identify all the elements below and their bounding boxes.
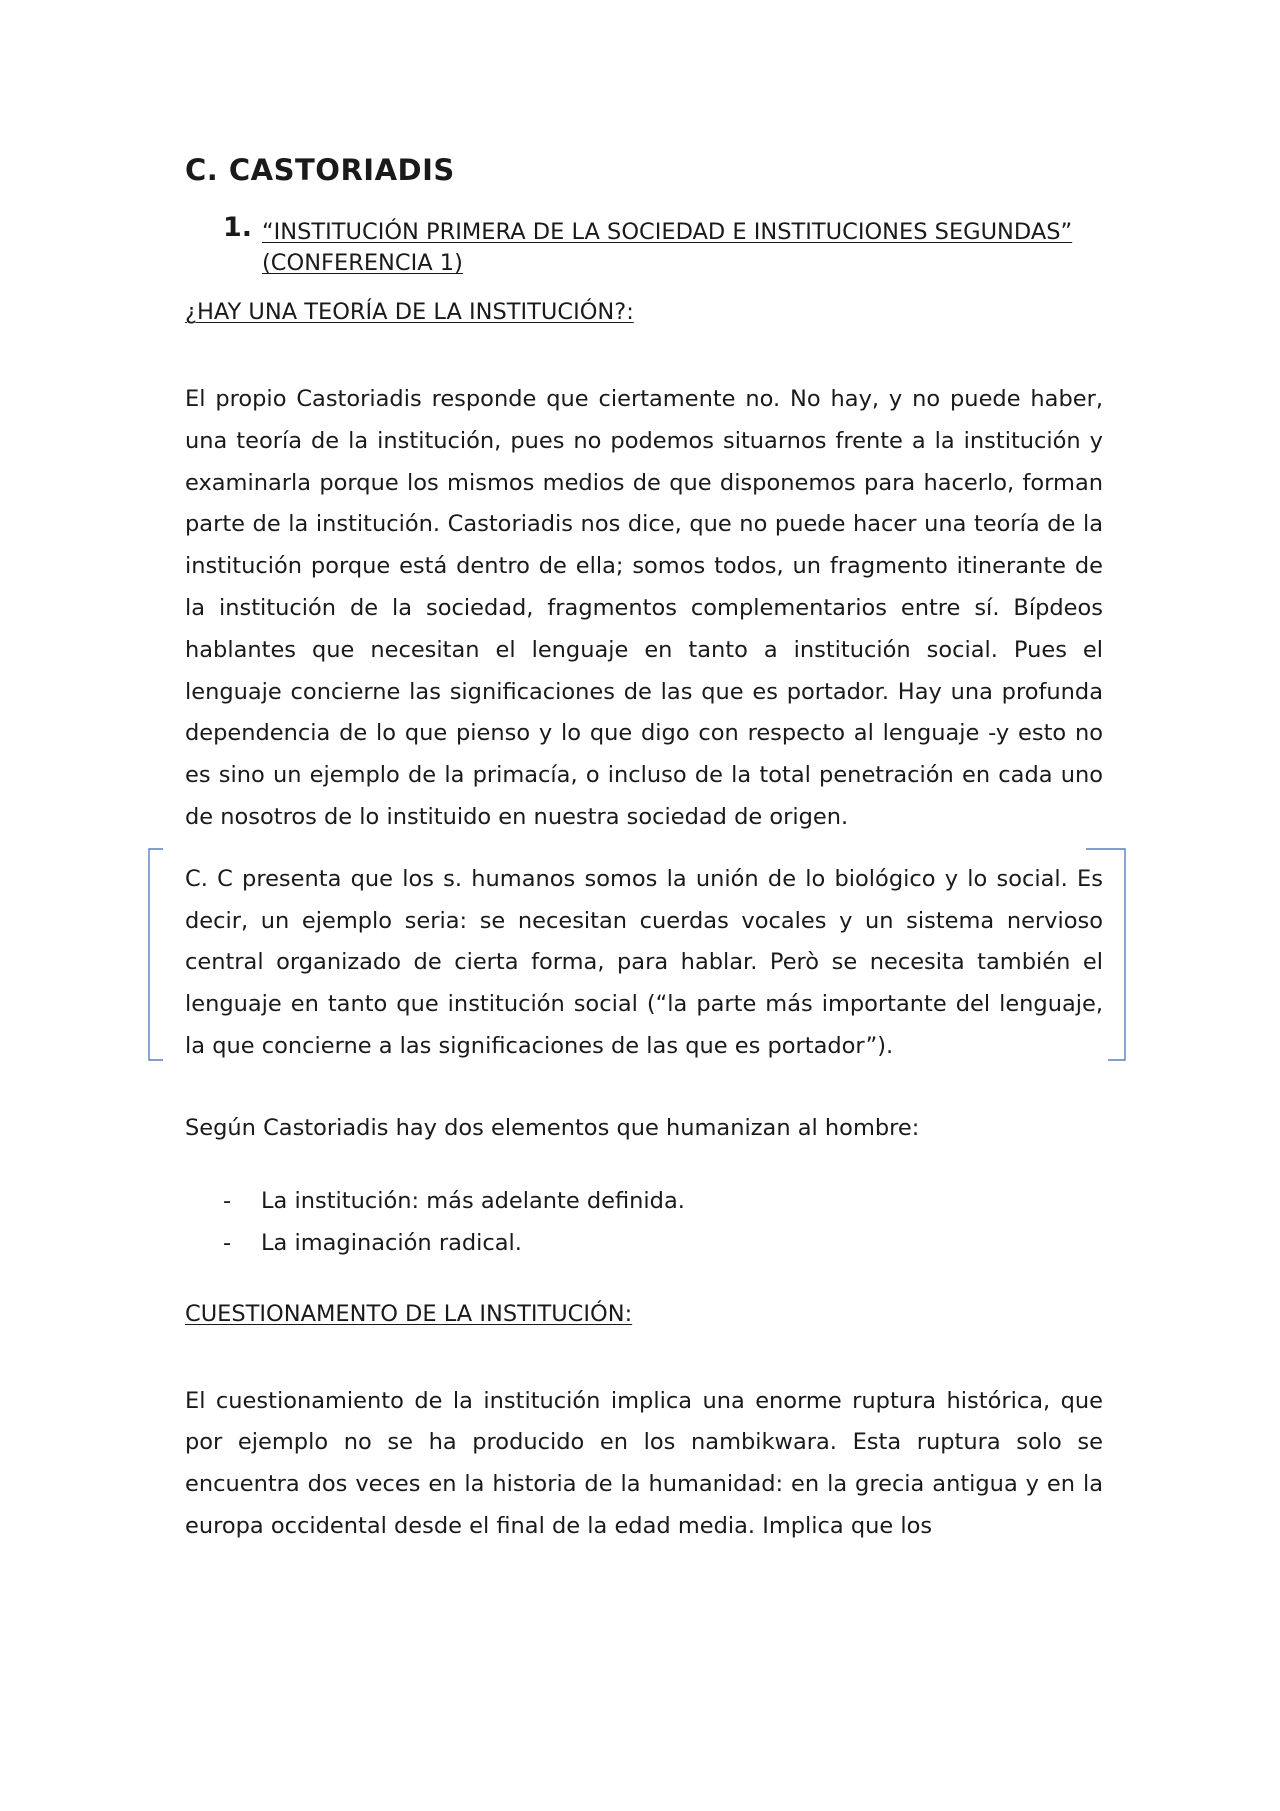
paragraph-4: El cuestionamiento de la institución implica una enorme ruptura histórica, que por ejemplo no se ha producido en los nambikwara. Esta ruptura solo se encuentra dos veces en la historia de la humanidad: en la grecia antigua y en la europa occidental desde el final de la edad media. Implica que los <box>185 1387 1103 1539</box>
document-content <box>185 150 1103 1548</box>
bullet-marker: - <box>223 1187 232 1214</box>
bullet-marker: - <box>223 1229 232 1256</box>
section-title: “INSTITUCIÓN PRIMERA DE LA SOCIEDAD E INSTITUCIONES SEGUNDAS” (CONFERENCIA 1) <box>262 219 1073 276</box>
left-bracket-line <box>149 849 163 1060</box>
document-title: C. CASTORIADIS <box>185 153 455 187</box>
list-item <box>185 1222 1103 1264</box>
list-item <box>185 1180 1103 1222</box>
list-item-text: La imaginación radical. <box>261 1229 522 1256</box>
subheading-questioning: CUESTIONAMENTO DE LA INSTITUCIÓN: <box>185 1300 633 1327</box>
bullet-list <box>185 1180 1103 1264</box>
subheading-theory: ¿HAY UNA TEORÍA DE LA INSTITUCIÓN?: <box>185 299 634 325</box>
paragraph-1: El propio Castoriadis responde que ciertamente no. No hay, y no puede haber, una teoría de la institución, pues no podemos situarnos frente a la institución y examinarla porque los mismos medios de que disponemos para hacerlo, forman parte de la institución. Castoriadis nos dice, que no puede hacer una teoría de la institución porque está dentro de ella; somos todos, un fragmento itinerante de la institución de la sociedad, fragmentos complementarios entre sí. Bípdeos hablantes que necesitan el lenguaje en tanto a institución social. Pues el lenguaje concierne las significaciones de las que es portador. Hay una profunda dependencia de lo que pienso y lo que digo con respecto al lenguaje -y esto no es sino un ejemplo de la primacía, o incluso de la total penetración en cada uno de nosotros de lo instituido en nuestra sociedad de origen. <box>185 386 1103 830</box>
list-item-text: La institución: más adelante definida. <box>261 1187 685 1214</box>
paragraph-3: Según Castoriadis hay dos elementos que humanizan al hombre: <box>185 1114 920 1141</box>
paragraph-2: C. C presenta que los s. humanos somos la unión de lo biológico y lo social. Es decir, un ejemplo seria: se necesitan cuerdas vocales y un sistema nervioso central organizado de cierta forma, para hablar. Però se necesita también el lenguaje en tanto que institución social (“la parte más importante del lenguaje, la que concierne a las significaciones de las que es portador”). <box>185 865 1103 1059</box>
section-number: 1. <box>223 212 253 243</box>
section-heading <box>223 212 1103 279</box>
